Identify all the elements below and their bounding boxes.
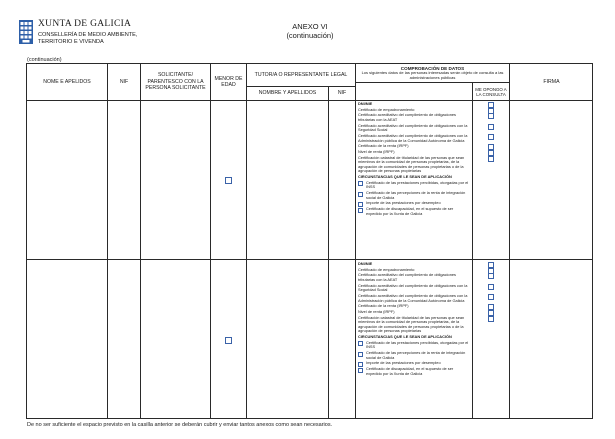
col-divider-2 [140, 63, 141, 419]
document-item-text: Certificado de la renta (IRPF) [358, 303, 409, 309]
header-check-title: COMPROBACIÓN DE DATOS [400, 65, 465, 71]
document-item [358, 351, 470, 360]
document-item-text: CIRCUNSTANCIAS QUE LE SEAN DE APLICACIÓN [358, 174, 452, 180]
document-item-text: Certificado acreditativo del cumplimiento de obligaciones tributarias con la AEAT [358, 112, 456, 122]
circumstance-checkbox[interactable] [358, 352, 363, 357]
document-item [358, 341, 470, 350]
org-sub-line2: TERRITORIO E VIVENDA [38, 39, 104, 45]
col-divider-3 [210, 63, 211, 419]
document-item-text: Importe de las prestaciones por desempleo [366, 360, 441, 366]
continuation-label: (continuación) [27, 57, 62, 63]
header-bottom-rule [26, 100, 593, 101]
row-separator [26, 259, 593, 260]
document-item-text: Certificado de empadronamiento [358, 106, 415, 112]
document-item-text: Certificado de empadronamiento [358, 266, 415, 272]
circumstance-checkbox[interactable] [358, 192, 363, 197]
document-item [358, 124, 470, 133]
document-list-row1 [358, 102, 470, 217]
xunta-logo-icon [19, 20, 33, 44]
minor-checkbox-row1[interactable] [225, 177, 232, 184]
circumstance-checkbox[interactable] [358, 208, 363, 213]
annex-subtitle: (continuación) [286, 31, 334, 40]
minor-checkbox-row2[interactable] [225, 337, 232, 344]
oppose-consultation-checkbox[interactable] [488, 284, 494, 290]
document-item-text: Nivel de renta (IRPF) [358, 148, 395, 154]
col-divider-6 [355, 63, 356, 419]
document-item-text: Certificado acreditativo del cumplimiento de obligaciones con la Seguridad Social [358, 122, 468, 133]
document-item [358, 294, 470, 303]
document-item-text: Certificado de las percepciones de la renta de integración social de Galicia [366, 350, 466, 360]
document-item-text: Nivel de renta (IRPF) [358, 308, 395, 314]
document-item [358, 207, 470, 216]
oppose-consultation-checkbox[interactable] [488, 316, 494, 322]
col-divider-8 [509, 63, 510, 419]
document-item-text: Certificado acreditativo del cumplimiento de obligaciones con la Administración pública de la Comunidad Autónoma de Galicia [358, 292, 468, 303]
document-item [358, 134, 470, 143]
header-nif: NIF [119, 78, 129, 85]
annex-heading [250, 22, 370, 40]
org-name: XUNTA DE GALICIA [38, 19, 132, 29]
header-check [356, 64, 509, 82]
document-item [358, 316, 470, 334]
col-divider-7 [472, 82, 473, 419]
footnote: De no ser suficiente el espacio previsto en la casilla anterior se deberán cubrir y enviar tantos anexos como sean necesarios. [27, 422, 333, 428]
document-item [358, 367, 470, 376]
oppose-consultation-checkbox[interactable] [488, 294, 494, 300]
header-name: NOME E APELIDOS [43, 78, 91, 85]
org-sub-line1: CONSELLERÍA DE MEDIO AMBIENTE, [38, 32, 138, 38]
document-item-text: Certificado de las prestaciones percibidas, otorgadas por el INSS [366, 179, 469, 190]
circumstance-checkbox[interactable] [358, 181, 363, 186]
circumstance-checkbox[interactable] [358, 368, 363, 373]
document-item-text: Certificado de las percepciones de la renta de integración social de Galicia [366, 190, 466, 200]
org-department [38, 32, 137, 46]
document-item-text: DNI/NIE [358, 261, 373, 266]
document-item [358, 284, 470, 293]
document-item-text: Certificación catastral de titularidad de las personas que sean miembros de la comunidad de personas propietarias, de la agrupación de comunidades de personas propietarias o de la agrupación de personas propietarias [358, 314, 465, 334]
form-table [26, 63, 593, 419]
col-divider-4 [246, 63, 247, 419]
col-divider-1 [107, 63, 108, 419]
document-item-text: Importe de las prestaciones por desempleo [366, 200, 441, 206]
document-item-text: Certificado de la renta (IRPF) [358, 143, 409, 149]
header-check-desc: Los siguientes datos de las personas interesadas serán objeto de consulta a las administraciones públicas [361, 69, 504, 80]
document-list-row2 [358, 262, 470, 377]
col-divider-5 [328, 86, 329, 419]
header-oppose: ME OPONGO A LA CONSULTA [475, 86, 507, 97]
header-tutor-nif: NIF [337, 90, 347, 97]
header-signature: FIRMA [543, 78, 560, 85]
document-item-text: DNI/NIE [358, 101, 373, 106]
document-item-text: Certificado de discapacidad, en el supuesto de ser expedido por la Xunta de Galicia [366, 206, 454, 216]
annex-title: ANEXO VI [292, 22, 328, 31]
document-item [358, 191, 470, 200]
oppose-consultation-checkbox[interactable] [488, 156, 494, 162]
oppose-consultation-checkbox[interactable] [488, 113, 494, 119]
document-item [358, 156, 470, 174]
document-item-text: CIRCUNSTANCIAS QUE LE SEAN DE APLICACIÓN [358, 334, 452, 340]
document-header [0, 0, 615, 58]
document-item-text: Certificado acreditativo del cumplimiento de obligaciones con la Administración pública de la Comunidad Autónoma de Galicia [358, 132, 468, 143]
document-item-text: Certificación catastral de titularidad de las personas que sean miembros de la comunidad de personas propietarias, de la agrupación de comunidades de personas propietarias o de la agrupación de personas propietarias [358, 154, 465, 174]
document-item-text: Certificado de discapacidad, en el supuesto de ser expedido por la Xunta de Galicia [366, 366, 454, 376]
oppose-consultation-checkbox[interactable] [488, 134, 494, 140]
document-item-text: Certificado de las prestaciones percibidas, otorgadas por el INSS [366, 339, 469, 350]
oppose-consultation-checkbox[interactable] [488, 273, 494, 279]
header-tutor: TUTOR/A O REPRESENTANTE LEGAL [254, 71, 348, 78]
oppose-consultation-checkbox[interactable] [488, 124, 494, 130]
document-item [358, 113, 470, 122]
document-item [358, 181, 470, 190]
document-item-text: Certificado acreditativo del cumplimiento de obligaciones con la Seguridad Social [358, 282, 468, 293]
document-item-text: Certificado acreditativo del cumplimiento de obligaciones tributarias con la AEAT [358, 272, 456, 282]
circumstance-checkbox[interactable] [358, 341, 363, 346]
document-item [358, 273, 470, 282]
header-applicant: SOLICITANTE/ PARENTESCO CON LA PERSONA SOLICITANTE [145, 72, 206, 92]
header-tutor-name: NOMBRE Y APELLIDOS [258, 90, 317, 97]
header-minor: MENOR DE EDAD [214, 75, 243, 88]
